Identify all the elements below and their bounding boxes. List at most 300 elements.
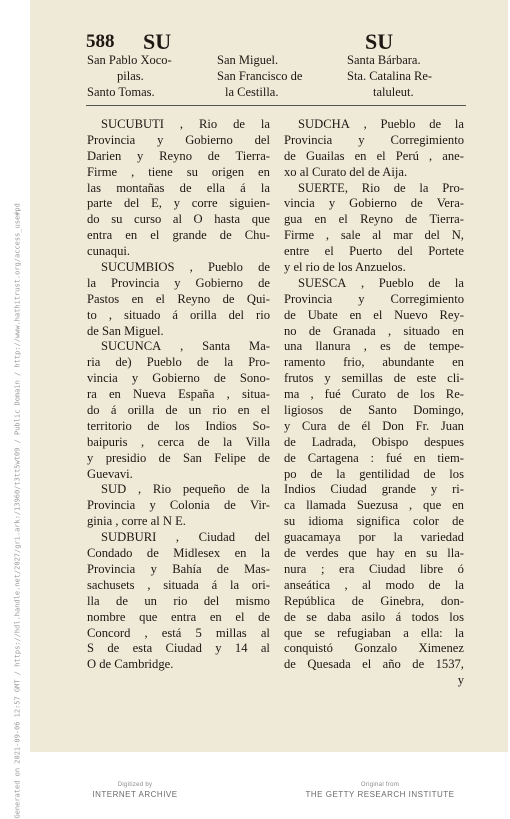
word: frio, (343, 355, 365, 370)
text-line (284, 467, 464, 483)
word: del (254, 132, 270, 147)
word: en (125, 228, 138, 243)
word: de (308, 323, 321, 338)
word: de (165, 403, 178, 418)
text-line: de San Miguel. (87, 323, 164, 338)
text-line: cunaqui. (87, 244, 131, 259)
word: Cartagena (307, 450, 359, 465)
word: asilo (361, 609, 386, 624)
word: en (452, 323, 464, 338)
word: el (373, 307, 383, 322)
text-line (87, 419, 270, 435)
word: de (222, 291, 235, 306)
word: Provincia (87, 498, 136, 513)
word: la (224, 355, 234, 370)
text-line (284, 594, 464, 610)
text-line (87, 228, 270, 244)
index-column-2 (217, 52, 302, 100)
word: á (110, 403, 117, 418)
word: del (254, 530, 270, 545)
word: Condado (87, 546, 133, 561)
word: y (284, 418, 291, 433)
text-line (284, 228, 464, 244)
word: de (452, 514, 464, 529)
index-entry: Santo Tomas. (87, 85, 155, 99)
word: presidio (105, 450, 147, 465)
word: de (158, 450, 171, 465)
word: lla- (447, 546, 464, 561)
word: de (258, 609, 270, 624)
left-text-column (87, 117, 270, 673)
word: S (87, 641, 95, 656)
word: situado (403, 323, 440, 338)
word: ramento (284, 355, 326, 370)
text-line (87, 260, 270, 276)
word: la (87, 275, 97, 290)
index-entry: San Francisco de (217, 69, 303, 83)
word: 1537, (435, 657, 464, 672)
index-entry: la Cestilla. (225, 85, 279, 99)
word: Indios (284, 482, 316, 497)
word: el (376, 148, 386, 163)
text-line (284, 292, 464, 308)
text-line (284, 117, 464, 133)
word: : (370, 450, 375, 465)
word: cli- (447, 371, 464, 386)
word: , (363, 117, 367, 131)
word: en (314, 212, 327, 227)
word: Reyno (360, 212, 393, 227)
word: O (193, 212, 203, 227)
word: España (178, 387, 215, 402)
text-line (87, 117, 270, 133)
word: Bahía (172, 561, 202, 576)
word: está (161, 625, 182, 640)
word: todos (411, 609, 439, 624)
word: de (284, 434, 296, 449)
text-line (87, 403, 270, 419)
word: ella: (421, 625, 443, 640)
word: que (348, 546, 367, 561)
text-line (284, 657, 464, 673)
word: llanura (315, 339, 351, 354)
word: Midlesex (173, 546, 221, 561)
word: rio (256, 307, 270, 322)
word: los (449, 466, 464, 481)
text-line (87, 212, 270, 228)
word: Fr. (415, 418, 430, 433)
word: Concord (87, 625, 131, 640)
text-line (87, 196, 270, 212)
word: Nueva (133, 387, 166, 402)
word: la (454, 625, 464, 640)
word: Tierra- (429, 212, 464, 227)
word: Firme (284, 228, 315, 243)
word: de (284, 307, 296, 322)
index-column-1 (87, 52, 172, 100)
footer-original-label: Original from (360, 782, 400, 788)
word: entra (170, 609, 197, 624)
word: Ciudad (198, 530, 235, 545)
text-line (284, 498, 464, 514)
word: la (260, 546, 270, 561)
word: modo (385, 577, 415, 592)
text-line (87, 594, 270, 610)
word: de (351, 593, 364, 608)
word: de (397, 387, 409, 402)
word: , (363, 339, 367, 354)
word: , (310, 387, 314, 402)
word: del (228, 307, 244, 322)
word: territorio (87, 418, 132, 433)
word: siguien- (229, 196, 270, 211)
text-line (284, 435, 464, 451)
word: Gobierno (185, 132, 233, 147)
index-entry: San Miguel. (217, 53, 279, 67)
word: semillas (341, 371, 383, 386)
word: pequeño (182, 482, 226, 497)
word: libre (419, 561, 444, 576)
word: significa (356, 514, 400, 529)
word: del (203, 593, 220, 608)
word: y (358, 291, 365, 306)
text-line (284, 530, 464, 546)
word: de (237, 482, 250, 497)
word: la (393, 530, 403, 545)
word: conquistó (284, 641, 333, 656)
text-line (284, 244, 464, 260)
word: Reyno (177, 291, 211, 306)
word: la (260, 180, 270, 195)
word: de (339, 403, 352, 418)
word: la (260, 482, 270, 497)
word: de (429, 117, 442, 131)
word: vincia (284, 196, 315, 211)
word: de (284, 148, 296, 163)
text-line: xo al Curato del de Aija. (284, 164, 408, 179)
word: de (258, 260, 270, 275)
word: en (349, 307, 362, 322)
word: corre (191, 196, 218, 211)
text-line (87, 149, 270, 165)
word: E, (151, 196, 162, 211)
text-line (87, 339, 270, 355)
word: República (284, 593, 336, 608)
word: Puerto (349, 244, 383, 259)
text-line (284, 133, 464, 149)
word: So- (252, 418, 270, 433)
word: Ciudad (330, 482, 367, 497)
word: tempe- (429, 339, 464, 354)
word: SUCUMBIOS (101, 260, 175, 275)
word: Ubate (307, 307, 338, 322)
word: de (428, 577, 441, 592)
word: Re- (445, 387, 464, 402)
word: en (258, 164, 270, 179)
word: Domingo, (413, 403, 464, 418)
page-number: 588 (86, 31, 115, 52)
word: el (260, 403, 270, 418)
word: gua (284, 212, 303, 227)
word: Perú (395, 148, 419, 163)
word: idioma (308, 514, 344, 529)
word: y (87, 450, 94, 465)
word: de (223, 498, 236, 513)
word: , (179, 117, 184, 131)
word: á (395, 609, 402, 624)
word: SUDBURI (101, 530, 157, 545)
word: Gobierno (349, 196, 397, 211)
word: y (174, 275, 181, 290)
word: anseática (284, 577, 331, 592)
word: esta (132, 641, 153, 656)
word: á (211, 577, 218, 592)
word: , (360, 275, 365, 290)
text-line (284, 641, 464, 657)
word: en (131, 291, 144, 306)
footer-digitized (70, 780, 200, 800)
word: Pueblo (378, 275, 414, 290)
word: y (430, 482, 438, 497)
word: Corregimiento (390, 132, 464, 147)
word: SUCUBUTI (101, 117, 164, 131)
index-column-3 (347, 52, 432, 100)
text-line (284, 610, 464, 626)
word: lla (87, 593, 100, 608)
word: que (251, 212, 270, 227)
word: , (175, 530, 180, 545)
word: de (284, 450, 296, 465)
word: y (358, 132, 365, 147)
word: Ma- (249, 339, 270, 354)
text-line (284, 371, 464, 387)
word: de (146, 546, 159, 561)
text-line: O de Cambridge. (87, 657, 174, 672)
word: de (179, 180, 192, 195)
word: entra (87, 228, 113, 243)
word: de (213, 371, 226, 386)
word: Tierra- (235, 148, 270, 163)
word: de (338, 418, 350, 433)
word: , (226, 387, 230, 402)
word: situada (163, 577, 199, 592)
word: Ciudad (369, 561, 406, 576)
word: ella (206, 180, 225, 195)
text-line (87, 435, 270, 451)
word: orilla (190, 307, 217, 322)
word: , (131, 164, 135, 179)
word: refugiaban (337, 625, 391, 640)
internet-archive-logo: INTERNET ARCHIVE (92, 790, 178, 799)
word: variedad (420, 530, 464, 545)
text-line: ginia , corre al N E. (87, 514, 186, 529)
word: parte (87, 196, 113, 211)
text-line (284, 451, 464, 467)
word: en (237, 403, 250, 418)
text-line (87, 387, 270, 403)
word: Reyno (159, 148, 193, 163)
text-line (284, 626, 464, 642)
word: de) (115, 355, 132, 370)
word: de (219, 228, 232, 243)
word: del (424, 228, 440, 243)
word: de (284, 657, 296, 672)
word: Pro- (442, 180, 464, 195)
word: ria (87, 355, 101, 370)
word: Pueblo (207, 260, 243, 275)
word: Portete (428, 244, 464, 259)
word: Chu- (244, 228, 270, 243)
word: Indios (205, 418, 237, 433)
word: la (229, 577, 240, 592)
text-line (87, 181, 270, 197)
word: , (429, 148, 433, 163)
index-entry: Sta. Catalina Re- (347, 69, 433, 83)
word: ra (87, 387, 97, 402)
word: ane- (442, 148, 464, 163)
word: a (403, 625, 409, 640)
word: , (180, 339, 184, 354)
text-line (87, 641, 270, 657)
word: po (284, 466, 297, 481)
word: de (258, 275, 270, 290)
word: la (454, 117, 464, 131)
word: to (87, 307, 97, 322)
word: la (260, 117, 270, 131)
word: N, (451, 228, 464, 243)
word: de (393, 180, 406, 195)
text-line: Guevavi. (87, 466, 133, 481)
word: Darien (87, 148, 122, 163)
word: su (111, 212, 123, 227)
word: Suezusa (356, 498, 399, 513)
word: de (258, 450, 270, 465)
text-line (284, 562, 464, 578)
word: los (174, 418, 190, 433)
word: abundante (382, 355, 435, 370)
word: á (172, 307, 178, 322)
word: y (137, 148, 144, 163)
text-line (87, 626, 270, 642)
word: del (397, 244, 413, 259)
header-rule (86, 105, 466, 106)
word: sachusets (87, 577, 135, 592)
word: ó (457, 561, 464, 576)
word: los (420, 387, 435, 402)
text-line (87, 133, 270, 149)
word: verdes (305, 546, 339, 561)
word: su (426, 546, 438, 561)
text-line (87, 498, 270, 514)
word: ligiosos (284, 403, 324, 418)
word: Cura (301, 418, 327, 433)
right-text-column (284, 117, 464, 689)
text-line (284, 276, 464, 292)
word: Nuevo (394, 307, 428, 322)
word: nombre (87, 609, 126, 624)
text-line (284, 324, 464, 340)
footer-original (290, 780, 470, 800)
word: se (306, 609, 317, 624)
word: Ciudad (165, 641, 202, 656)
word: y (173, 196, 180, 211)
text-line (284, 149, 464, 165)
word: un (188, 403, 202, 418)
word: su (284, 514, 296, 529)
word: , (144, 625, 148, 640)
word: mar (393, 228, 413, 243)
word: Vera- (436, 196, 464, 211)
word: el (150, 228, 160, 243)
word: de (393, 371, 406, 386)
word: Provincia (87, 132, 136, 147)
word: y (324, 371, 331, 386)
word: Santa (202, 339, 231, 354)
word: al (372, 228, 382, 243)
word: de (405, 212, 418, 227)
text-line (87, 355, 270, 371)
word: Quesada (307, 657, 351, 672)
text-line (87, 451, 270, 467)
word: fué (324, 387, 341, 402)
word: este (416, 371, 437, 386)
word: el (338, 212, 348, 227)
word: Ximenez (418, 641, 464, 656)
word: , (408, 498, 413, 513)
footer-digitized-label: Digitized by (117, 782, 153, 788)
word: al (260, 625, 270, 640)
word: por (358, 530, 376, 545)
word: orilla (127, 403, 155, 418)
getty-institute-logo: THE GETTY RESEARCH INSTITUTE (305, 790, 455, 799)
word: Gobierno (195, 275, 244, 290)
text-line: y el rio de los Anzuelos. (284, 260, 406, 275)
word: que (284, 625, 303, 640)
word: Provincia (87, 561, 136, 576)
word: el (324, 244, 334, 259)
word: ori- (251, 577, 270, 592)
index-entry: pilas. (117, 69, 144, 83)
word: Vir- (249, 498, 270, 513)
running-head-right: SU (365, 29, 394, 54)
text-line (284, 387, 464, 403)
word: 14 (234, 641, 248, 656)
word: la (419, 180, 429, 195)
word: de (147, 418, 160, 433)
text-line: y (457, 673, 464, 688)
word: fué (385, 450, 402, 465)
running-head-left: SU (143, 29, 172, 54)
word: color (413, 514, 439, 529)
word: y (150, 561, 157, 576)
word: Pueblo (146, 355, 182, 370)
word: vincia (87, 371, 118, 386)
word: Don (382, 418, 404, 433)
word: Provincia (111, 275, 160, 290)
text-line (87, 308, 270, 324)
word: ma (284, 387, 300, 402)
text-line (284, 339, 464, 355)
word: , (325, 228, 330, 243)
word: el (235, 609, 245, 624)
word: al (362, 577, 372, 592)
word: del (123, 196, 140, 211)
word: el (155, 291, 165, 306)
text-line (284, 355, 464, 371)
index-entry: San Pablo Xoco- (87, 53, 172, 67)
word: don- (440, 593, 464, 608)
word: de (310, 466, 323, 481)
